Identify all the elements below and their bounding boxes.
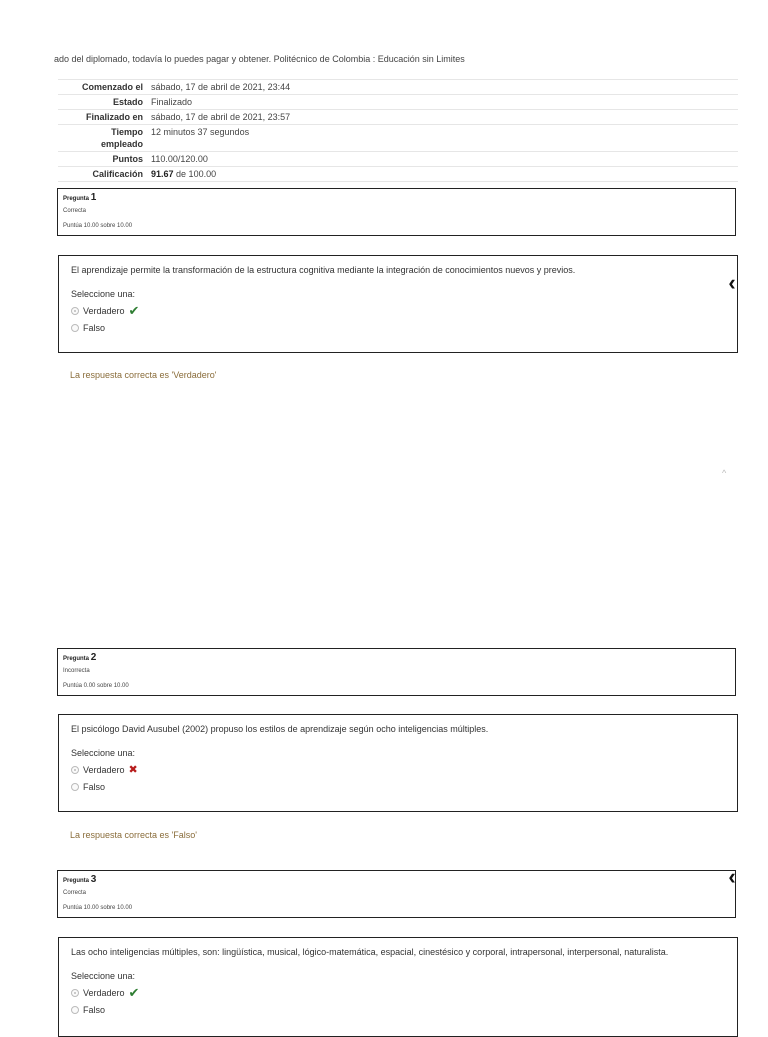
radio-button[interactable]: [71, 766, 79, 774]
question-content: El aprendizaje permite la transformación de la estructura cognitiva mediante la integración de conocimientos nuevos y previos. Seleccione una: Verdadero ✔ Falso: [58, 255, 738, 353]
summary-row-points: Puntos 110.00/120.00: [58, 151, 738, 166]
incorrect-cross-icon: ✖: [128, 764, 138, 776]
summary-row-grade: Calificación 91.67 de 100.00: [58, 166, 738, 182]
chevron-left-icon[interactable]: ‹: [728, 864, 736, 889]
question-content: El psicólogo David Ausubel (2002) propuso los estilos de aprendizaje según ocho inteligencias múltiples. Seleccione una: Verdadero ✖ Falso: [58, 714, 738, 812]
summary-row-time: Tiempo empleado 12 minutos 37 segundos: [58, 124, 738, 151]
summary-row-started: Comenzado el sábado, 17 de abril de 2021, 23:44: [58, 79, 738, 94]
correct-check-icon: ✔: [128, 303, 140, 318]
attempt-summary: [58, 79, 738, 182]
summary-row-state: Estado Finalizado: [58, 94, 738, 109]
option-falso[interactable]: Falso: [71, 781, 725, 793]
correct-answer-text: La respuesta correcta es 'Falso': [70, 830, 197, 840]
option-falso[interactable]: Falso: [71, 322, 725, 334]
question-info: Pregunta 3 Correcta Puntúa 10.00 sobre 10.00: [57, 870, 736, 918]
chevron-left-icon[interactable]: ‹: [728, 270, 736, 295]
chevron-up-icon[interactable]: ^: [722, 468, 727, 478]
option-verdadero[interactable]: Verdadero ✔: [71, 987, 725, 999]
summary-row-finished: Finalizado en sábado, 17 de abril de 2021, 23:57: [58, 109, 738, 124]
header-text: ado del diplomado, todavía lo puedes pagar y obtener. Politécnico de Colombia : Educación sin Limites: [54, 54, 465, 64]
option-verdadero[interactable]: Verdadero ✖: [71, 764, 725, 776]
question-content: Las ocho inteligencias múltiples, son: lingüística, musical, lógico-matemática, espacial, cinestésico y corporal, intrapersonal, interpersonal, naturalista. Seleccione una: Verdadero ✔ Falso: [58, 937, 738, 1037]
option-falso[interactable]: Falso: [71, 1004, 725, 1016]
option-verdadero[interactable]: Verdadero ✔: [71, 305, 725, 317]
radio-button[interactable]: [71, 307, 79, 315]
question-info: Pregunta 1 Correcta Puntúa 10.00 sobre 10.00: [57, 188, 736, 236]
radio-button[interactable]: [71, 1006, 79, 1014]
radio-button[interactable]: [71, 783, 79, 791]
radio-button[interactable]: [71, 989, 79, 997]
correct-answer-text: La respuesta correcta es 'Verdadero': [70, 370, 217, 380]
correct-check-icon: ✔: [128, 985, 140, 1000]
question-info: Pregunta 2 Incorrecta Puntúa 0.00 sobre 10.00: [57, 648, 736, 696]
radio-button[interactable]: [71, 324, 79, 332]
